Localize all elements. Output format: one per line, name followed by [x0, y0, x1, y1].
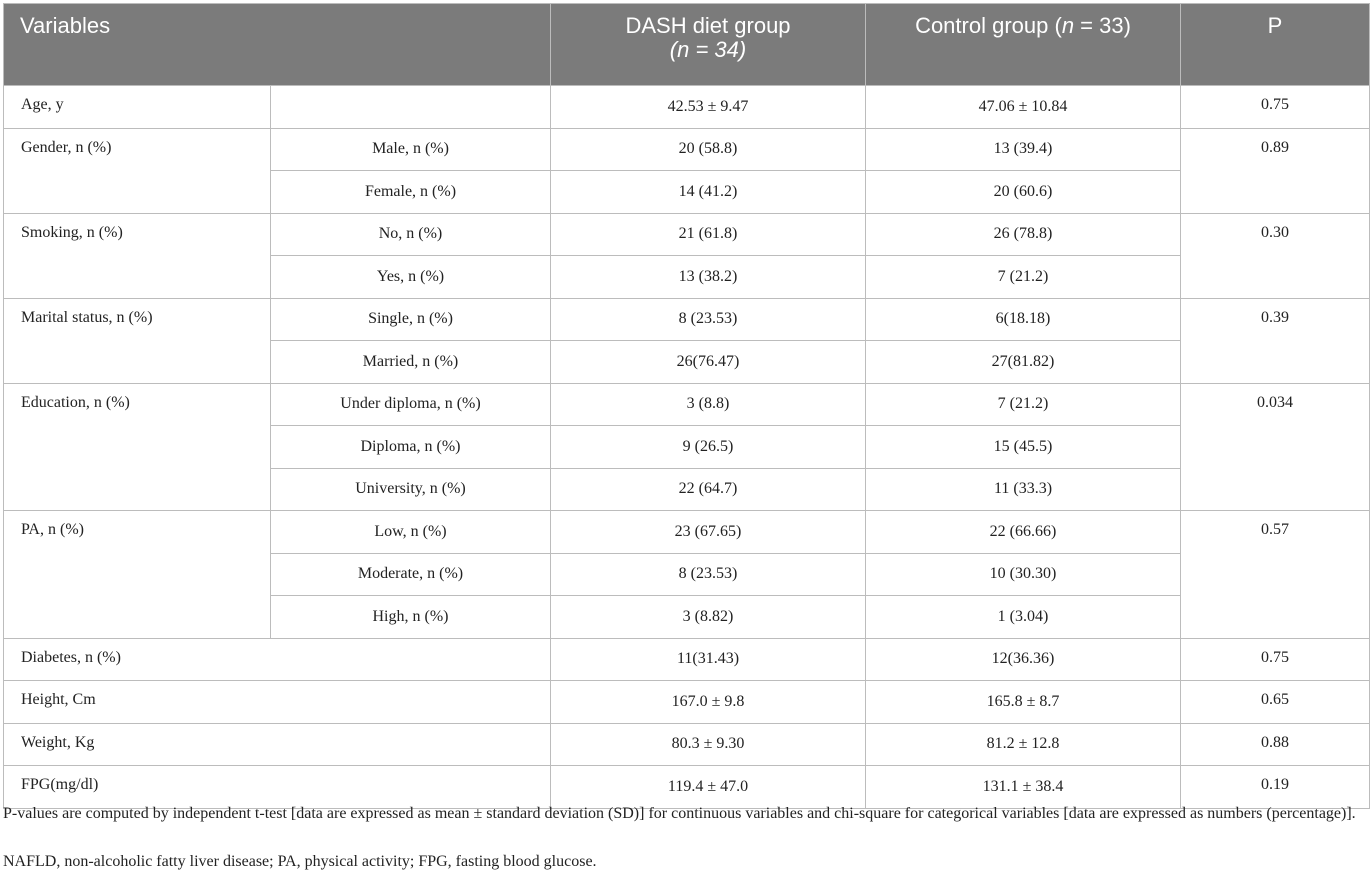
cell-female-dash: 14 (41.2)	[551, 171, 866, 214]
cell-height-dash: 167.0 ± 9.8	[551, 681, 866, 724]
header-p: P	[1181, 4, 1370, 86]
cell-diabetes-dash: 11(31.43)	[551, 638, 866, 681]
row-label-smoking: Smoking, n (%)	[4, 213, 271, 298]
table-row	[4, 723, 1370, 766]
header-control-label: Control group (	[915, 13, 1062, 38]
sub-label-low: Low, n (%)	[271, 511, 551, 554]
cell-male-control: 13 (39.4)	[866, 128, 1181, 171]
row-label-weight: Weight, Kg	[4, 723, 551, 766]
cell-female-control: 20 (60.6)	[866, 171, 1181, 214]
cell-weight-dash: 80.3 ± 9.30	[551, 723, 866, 766]
cell-education-p: 0.034	[1181, 383, 1370, 511]
cell-height-control: 165.8 ± 8.7	[866, 681, 1181, 724]
cell-university-control: 11 (33.3)	[866, 468, 1181, 511]
table-row	[4, 128, 1370, 171]
table-row	[4, 511, 1370, 554]
cell-yes-control: 7 (21.2)	[866, 256, 1181, 299]
row-label-fpg: FPG(mg/dl)	[4, 766, 551, 809]
sub-label-no: No, n (%)	[271, 213, 551, 256]
table-row	[4, 681, 1370, 724]
footnote-p-values: P-values are computed by independent t-test [data are expressed as mean ± standard deviation (SD)] for continuous variables and chi-square for categorical variables [data are expressed as numbers (percentage)].	[3, 805, 1356, 822]
cell-gender-p: 0.89	[1181, 128, 1370, 213]
baseline-characteristics-table	[3, 3, 1370, 809]
table-row	[4, 86, 1370, 129]
sub-label-male: Male, n (%)	[271, 128, 551, 171]
sub-label-university: University, n (%)	[271, 468, 551, 511]
cell-smoking-p: 0.30	[1181, 213, 1370, 298]
cell-diabetes-p: 0.75	[1181, 638, 1370, 681]
empty-cell	[271, 86, 551, 129]
cell-single-dash: 8 (23.53)	[551, 298, 866, 341]
cell-no-dash: 21 (61.8)	[551, 213, 866, 256]
cell-fpg-p: 0.19	[1181, 766, 1370, 809]
row-label-gender: Gender, n (%)	[4, 128, 271, 213]
cell-low-dash: 23 (67.65)	[551, 511, 866, 554]
cell-age-control: 47.06 ± 10.84	[866, 86, 1181, 129]
cell-high-control: 1 (3.04)	[866, 596, 1181, 639]
sub-label-yes: Yes, n (%)	[271, 256, 551, 299]
cell-moderate-control: 10 (30.30)	[866, 553, 1181, 596]
cell-fpg-control: 131.1 ± 38.4	[866, 766, 1181, 809]
row-label-height: Height, Cm	[4, 681, 551, 724]
cell-male-dash: 20 (58.8)	[551, 128, 866, 171]
sub-label-under-diploma: Under diploma, n (%)	[271, 383, 551, 426]
cell-under-diploma-control: 7 (21.2)	[866, 383, 1181, 426]
cell-height-p: 0.65	[1181, 681, 1370, 724]
header-control-n: n	[1061, 13, 1075, 38]
table-row	[4, 298, 1370, 341]
row-label-education: Education, n (%)	[4, 383, 271, 511]
sub-label-single: Single, n (%)	[271, 298, 551, 341]
footnote-abbreviations: NAFLD, non-alcoholic fatty liver disease; PA, physical activity; FPG, fasting blood glucose.	[3, 853, 597, 870]
header-dash-group	[551, 4, 866, 86]
row-label-diabetes: Diabetes, n (%)	[4, 638, 551, 681]
sub-label-married: Married, n (%)	[271, 341, 551, 384]
row-label-pa: PA, n (%)	[4, 511, 271, 639]
header-dash-n: (n = 34)	[669, 37, 747, 62]
cell-university-dash: 22 (64.7)	[551, 468, 866, 511]
table-row	[4, 638, 1370, 681]
header-control-count: = 33)	[1074, 13, 1131, 38]
cell-diabetes-control: 12(36.36)	[866, 638, 1181, 681]
cell-diploma-dash: 9 (26.5)	[551, 426, 866, 469]
cell-yes-dash: 13 (38.2)	[551, 256, 866, 299]
cell-single-control: 6(18.18)	[866, 298, 1181, 341]
sub-label-female: Female, n (%)	[271, 171, 551, 214]
table-row	[4, 383, 1370, 426]
cell-pa-p: 0.57	[1181, 511, 1370, 639]
cell-weight-control: 81.2 ± 12.8	[866, 723, 1181, 766]
cell-diploma-control: 15 (45.5)	[866, 426, 1181, 469]
cell-high-dash: 3 (8.82)	[551, 596, 866, 639]
cell-weight-p: 0.88	[1181, 723, 1370, 766]
table-header-row	[4, 4, 1370, 86]
table-row	[4, 213, 1370, 256]
cell-low-control: 22 (66.66)	[866, 511, 1181, 554]
sub-label-moderate: Moderate, n (%)	[271, 553, 551, 596]
header-variables: Variables	[4, 4, 551, 86]
cell-fpg-dash: 119.4 ± 47.0	[551, 766, 866, 809]
cell-married-dash: 26(76.47)	[551, 341, 866, 384]
header-dash-label: DASH diet group	[625, 13, 791, 38]
cell-no-control: 26 (78.8)	[866, 213, 1181, 256]
row-label-marital: Marital status, n (%)	[4, 298, 271, 383]
cell-marital-p: 0.39	[1181, 298, 1370, 383]
cell-married-control: 27(81.82)	[866, 341, 1181, 384]
cell-age-dash: 42.53 ± 9.47	[551, 86, 866, 129]
cell-under-diploma-dash: 3 (8.8)	[551, 383, 866, 426]
cell-age-p: 0.75	[1181, 86, 1370, 129]
header-control-group	[866, 4, 1181, 86]
sub-label-high: High, n (%)	[271, 596, 551, 639]
sub-label-diploma: Diploma, n (%)	[271, 426, 551, 469]
row-label-age: Age, y	[4, 86, 271, 129]
cell-moderate-dash: 8 (23.53)	[551, 553, 866, 596]
